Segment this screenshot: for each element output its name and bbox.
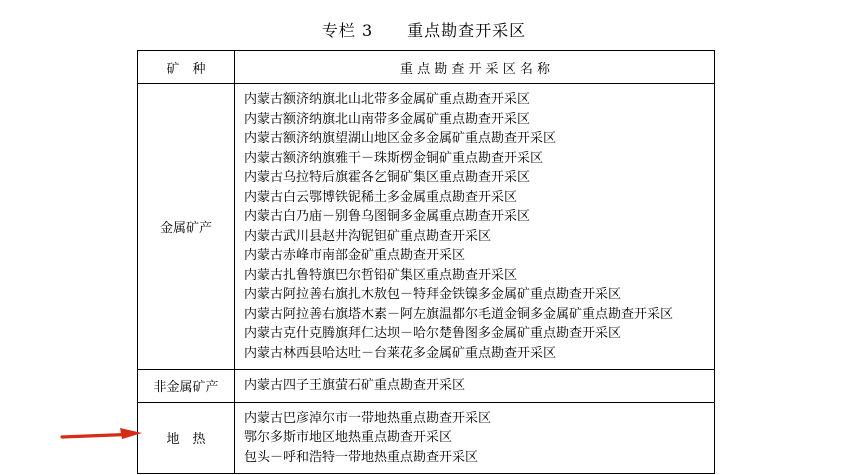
list-item: 内蒙古阿拉善右旗塔木素－阿左旗温都尔毛道金铜多金属矿重点勘查开采区 xyxy=(244,306,674,322)
mineral-zones-table xyxy=(137,50,715,474)
list-item: 内蒙古阿拉善右旗扎木敖包－特拜金铁镍多金属矿重点勘查开采区 xyxy=(244,287,622,302)
list-item: 内蒙古武川县赵井沟铌钽矿重点勘查开采区 xyxy=(244,228,492,244)
list-item: 包头－呼和浩特一带地热重点勘查开采区 xyxy=(244,449,479,465)
table-row xyxy=(138,370,715,403)
row-label-nonmetal-minerals: 非金属矿产 xyxy=(138,370,235,403)
list-item: 内蒙古巴彦淖尔市一带地热重点勘查开采区 xyxy=(244,410,492,426)
red-arrow-icon xyxy=(60,428,145,444)
list-item: 内蒙古克什克腾旗拜仁达坝－哈尔楚鲁图多金属矿重点勘查开采区 xyxy=(244,326,622,341)
zone-list-nonmetal xyxy=(244,376,706,396)
row-content-nonmetal-minerals xyxy=(235,370,715,403)
list-item: 内蒙古扎鲁特旗巴尔哲铅矿集区重点勘查开采区 xyxy=(244,267,518,283)
row-content-geothermal xyxy=(235,402,715,474)
list-item: 内蒙古林西县哈达吐－台莱花多金属矿重点勘查开采区 xyxy=(244,345,557,361)
mineral-zones-table-container xyxy=(137,50,715,474)
table-row xyxy=(138,402,715,474)
list-item: 内蒙古额济纳旗北山北带多金属矿重点勘查开采区 xyxy=(244,92,531,107)
table-header-row xyxy=(138,51,715,84)
zone-list-geothermal xyxy=(244,409,706,468)
header-cell-mineral-type: 矿 种 xyxy=(138,51,235,84)
table-row xyxy=(138,84,715,370)
list-item: 内蒙古赤峰市南部金矿重点勘查开采区 xyxy=(244,248,466,263)
header-cell-zone-name: 重 点 勘 查 开 采 区 名 称 xyxy=(235,51,715,84)
list-item: 内蒙古额济纳旗望湖山地区金多金属矿重点勘查开采区 xyxy=(244,131,557,146)
list-item: 内蒙古白云鄂博铁铌稀土多金属重点勘查开采区 xyxy=(244,189,518,205)
row-label-metal-minerals: 金属矿产 xyxy=(138,84,235,370)
list-item: 内蒙古白乃庙－别鲁乌图铜多金属重点勘查开采区 xyxy=(244,209,531,224)
list-item: 内蒙古额济纳旗北山南带多金属矿重点勘查开采区 xyxy=(244,111,531,127)
zone-list-metal xyxy=(244,90,706,363)
row-content-metal-minerals xyxy=(235,84,715,370)
list-item: 鄂尔多斯市地区地热重点勘查开采区 xyxy=(244,430,453,445)
list-item: 内蒙古额济纳旗雅干－珠斯楞金铜矿重点勘查开采区 xyxy=(244,150,544,166)
row-label-geothermal: 地 热 xyxy=(138,402,235,474)
list-item: 内蒙古乌拉特后旗霍各乞铜矿集区重点勘查开采区 xyxy=(244,170,531,185)
list-item: 内蒙古四子王旗萤石矿重点勘查开采区 xyxy=(244,378,466,393)
page-title: 专栏 3 重点勘查开采区 xyxy=(321,21,527,40)
